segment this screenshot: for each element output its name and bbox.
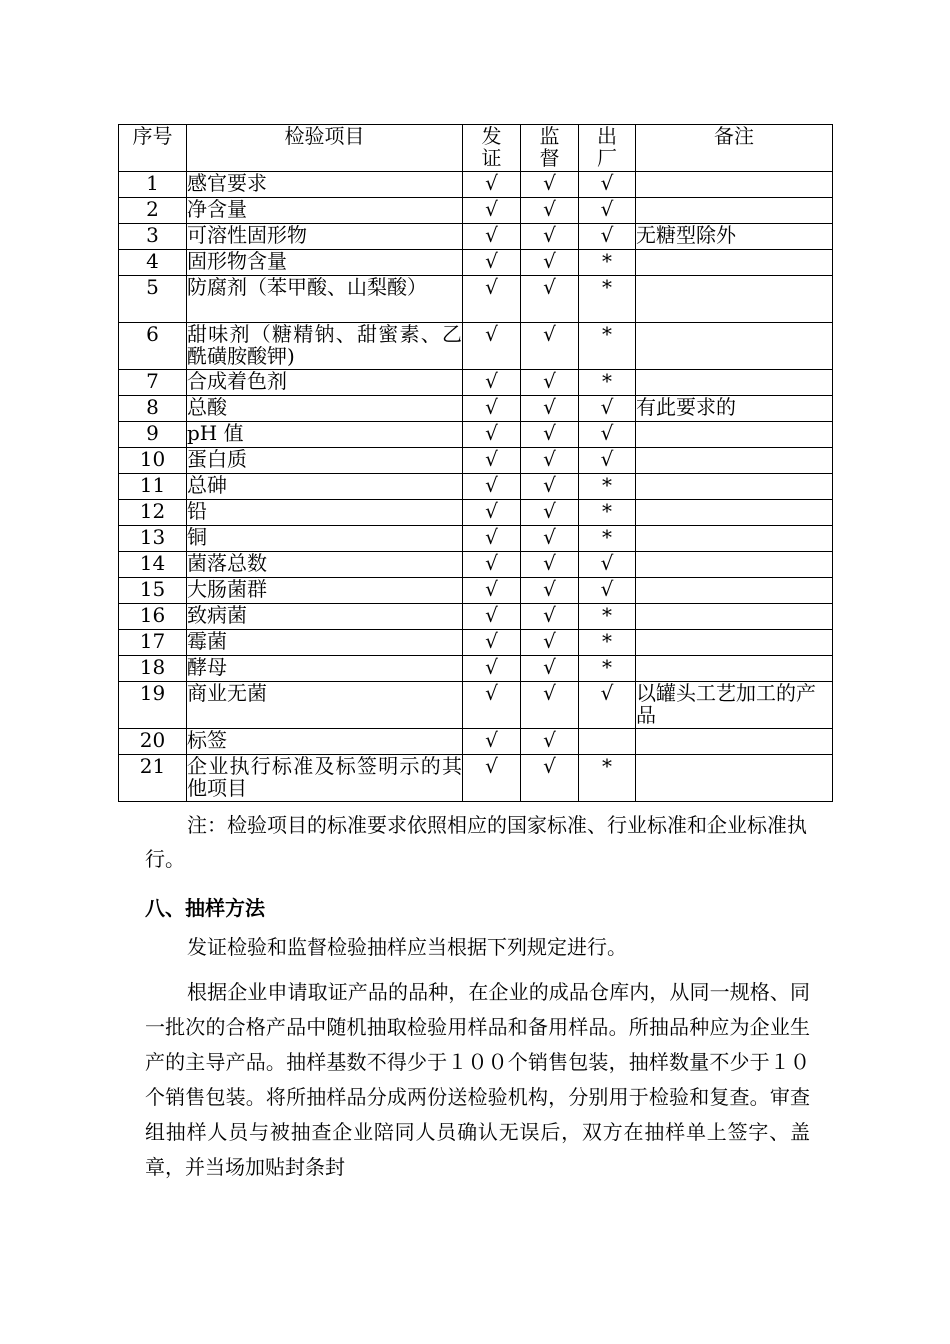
serial-cell: 19: [119, 682, 187, 729]
factory-cell: √: [579, 396, 636, 422]
certification-cell: √: [463, 729, 521, 755]
factory-cell: *: [579, 323, 636, 370]
serial-cell: 10: [119, 448, 187, 474]
supervision-cell: √: [521, 630, 579, 656]
table-row: [119, 172, 833, 198]
header-item: 检验项目: [187, 125, 463, 172]
inspection-items-table: [118, 124, 833, 802]
remark-cell: [636, 323, 833, 370]
factory-cell: *: [579, 250, 636, 276]
item-cell: 净含量: [187, 198, 463, 224]
serial-cell: 11: [119, 474, 187, 500]
factory-cell: *: [579, 276, 636, 323]
item-cell: 可溶性固形物: [187, 224, 463, 250]
remark-cell: [636, 500, 833, 526]
table-row: [119, 500, 833, 526]
supervision-cell: √: [521, 224, 579, 250]
factory-cell: √: [579, 422, 636, 448]
header-certification: 发证: [463, 125, 521, 172]
certification-cell: √: [463, 682, 521, 729]
certification-cell: √: [463, 526, 521, 552]
supervision-cell: √: [521, 500, 579, 526]
item-cell: 固形物含量: [187, 250, 463, 276]
paragraph: 发证检验和监督检验抽样应当根据下列规定进行。: [187, 935, 627, 959]
remark-cell: [636, 422, 833, 448]
section-heading: 八、抽样方法: [145, 896, 265, 920]
certification-cell: √: [463, 474, 521, 500]
table-row: [119, 198, 833, 224]
serial-cell: 21: [119, 755, 187, 802]
item-cell: 致病菌: [187, 604, 463, 630]
header-serial: 序号: [119, 125, 187, 172]
item-cell: 合成着色剂: [187, 370, 463, 396]
factory-cell: √: [579, 682, 636, 729]
table-row: [119, 682, 833, 729]
supervision-cell: √: [521, 578, 579, 604]
supervision-cell: √: [521, 198, 579, 224]
factory-cell: *: [579, 474, 636, 500]
certification-cell: √: [463, 250, 521, 276]
table-row: [119, 755, 833, 802]
table-row: [119, 370, 833, 396]
table-row: [119, 448, 833, 474]
factory-cell: *: [579, 604, 636, 630]
factory-cell: [579, 729, 636, 755]
remark-cell: [636, 630, 833, 656]
factory-cell: √: [579, 448, 636, 474]
serial-cell: 18: [119, 656, 187, 682]
supervision-cell: √: [521, 526, 579, 552]
item-cell: 霉菌: [187, 630, 463, 656]
supervision-cell: √: [521, 250, 579, 276]
serial-cell: 3: [119, 224, 187, 250]
item-cell: pH 值: [187, 422, 463, 448]
remark-cell: [636, 370, 833, 396]
supervision-cell: √: [521, 656, 579, 682]
factory-cell: *: [579, 500, 636, 526]
certification-cell: √: [463, 448, 521, 474]
serial-cell: 15: [119, 578, 187, 604]
serial-cell: 4: [119, 250, 187, 276]
factory-cell: *: [579, 526, 636, 552]
certification-cell: √: [463, 755, 521, 802]
table-row: [119, 656, 833, 682]
factory-cell: *: [579, 370, 636, 396]
item-cell: 甜味剂（糖精钠、甜蜜素、乙酰磺胺酸钾): [187, 322, 462, 368]
serial-cell: 1: [119, 172, 187, 198]
supervision-cell: √: [521, 682, 579, 729]
certification-cell: √: [463, 323, 521, 370]
certification-cell: √: [463, 578, 521, 604]
header-supervision: 监督: [521, 125, 579, 172]
table-row: [119, 396, 833, 422]
supervision-cell: √: [521, 729, 579, 755]
table-row: [119, 729, 833, 755]
serial-cell: 20: [119, 729, 187, 755]
factory-cell: √: [579, 224, 636, 250]
item-cell: 商业无菌: [187, 682, 463, 729]
remark-cell: [636, 276, 833, 323]
remark-cell: [636, 198, 833, 224]
serial-cell: 6: [119, 323, 187, 370]
serial-cell: 12: [119, 500, 187, 526]
certification-cell: √: [463, 172, 521, 198]
supervision-cell: √: [521, 552, 579, 578]
supervision-cell: √: [521, 422, 579, 448]
serial-cell: 7: [119, 370, 187, 396]
factory-cell: *: [579, 630, 636, 656]
header-factory: 出厂: [579, 125, 636, 172]
supervision-cell: √: [521, 323, 579, 370]
certification-cell: √: [463, 656, 521, 682]
table-row: [119, 630, 833, 656]
serial-cell: 14: [119, 552, 187, 578]
certification-cell: √: [463, 604, 521, 630]
header-remark: 备注: [636, 125, 833, 172]
table-row: [119, 578, 833, 604]
remark-cell: [636, 604, 833, 630]
certification-cell: √: [463, 396, 521, 422]
factory-cell: √: [579, 552, 636, 578]
supervision-cell: √: [521, 396, 579, 422]
table-row: [119, 250, 833, 276]
item-cell: 标签: [187, 729, 463, 755]
serial-cell: 5: [119, 276, 187, 323]
remark-cell: [636, 656, 833, 682]
table-row: [119, 526, 833, 552]
table-row: [119, 474, 833, 500]
item-cell: 大肠菌群: [187, 578, 463, 604]
table-row: [119, 276, 833, 323]
table-row: [119, 323, 833, 370]
remark-cell: [636, 250, 833, 276]
supervision-cell: √: [521, 755, 579, 802]
item-cell: 总酸: [187, 396, 463, 422]
certification-cell: √: [463, 224, 521, 250]
remark-cell: [636, 474, 833, 500]
supervision-cell: √: [521, 172, 579, 198]
remark-cell: [636, 729, 833, 755]
serial-cell: 9: [119, 422, 187, 448]
remark-cell: [636, 552, 833, 578]
remark-cell: [636, 526, 833, 552]
certification-cell: √: [463, 276, 521, 323]
item-cell: 酵母: [187, 656, 463, 682]
factory-cell: *: [579, 656, 636, 682]
certification-cell: √: [463, 630, 521, 656]
table-header-row: [119, 125, 833, 172]
remark-cell: [636, 578, 833, 604]
table-row: [119, 604, 833, 630]
certification-cell: √: [463, 552, 521, 578]
serial-cell: 17: [119, 630, 187, 656]
table-footnote: 注：检验项目的标准要求依照相应的国家标准、行业标准和企业标准执行。: [145, 813, 807, 871]
serial-cell: 8: [119, 396, 187, 422]
remark-cell: 无糖型除外: [636, 224, 833, 250]
factory-cell: *: [579, 755, 636, 802]
item-cell: 菌落总数: [187, 552, 463, 578]
certification-cell: √: [463, 198, 521, 224]
supervision-cell: √: [521, 370, 579, 396]
serial-cell: 16: [119, 604, 187, 630]
item-cell: 企业执行标准及标签明示的其他项目: [187, 754, 462, 800]
item-cell: 蛋白质: [187, 448, 463, 474]
remark-cell: [636, 448, 833, 474]
supervision-cell: √: [521, 604, 579, 630]
certification-cell: √: [463, 422, 521, 448]
item-cell: 铅: [187, 500, 463, 526]
item-cell: 总砷: [187, 474, 463, 500]
table-row: [119, 552, 833, 578]
factory-cell: √: [579, 198, 636, 224]
remark-cell: 以罐头工艺加工的产品: [636, 682, 833, 729]
remark-cell: 有此要求的: [636, 396, 833, 422]
supervision-cell: √: [521, 276, 579, 323]
serial-cell: 13: [119, 526, 187, 552]
factory-cell: √: [579, 172, 636, 198]
item-cell: 感官要求: [187, 172, 463, 198]
table-row: [119, 224, 833, 250]
supervision-cell: √: [521, 448, 579, 474]
item-cell: 铜: [187, 526, 463, 552]
item-cell: 防腐剂（苯甲酸、山梨酸）: [187, 276, 463, 323]
certification-cell: √: [463, 500, 521, 526]
serial-cell: 2: [119, 198, 187, 224]
paragraph: 根据企业申请取证产品的品种，在企业的成品仓库内，从同一规格、同一批次的合格产品中随机抽取检验用样品和备用样品。所抽品种应为企业生产的主导产品。抽样基数不得少于１００个销售包装，抽样数量不少于１０个销售包装。将所抽样品分成两份送检验机构，分别用于检验和复查。审查组抽样人员与被抽查企业陪同人员确认无误后，双方在抽样单上签字、盖章，并当场加贴封条封: [145, 980, 810, 1179]
table-row: [119, 422, 833, 448]
supervision-cell: √: [521, 474, 579, 500]
remark-cell: [636, 755, 833, 802]
remark-cell: [636, 172, 833, 198]
factory-cell: √: [579, 578, 636, 604]
certification-cell: √: [463, 370, 521, 396]
